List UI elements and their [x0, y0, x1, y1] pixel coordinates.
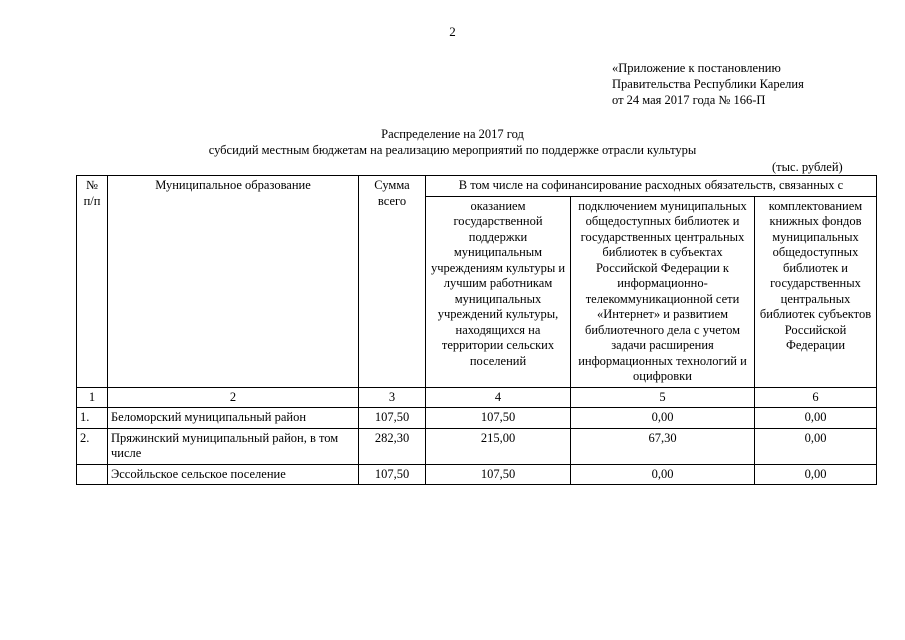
header-total: Сумма всего — [359, 176, 426, 388]
row-num — [77, 464, 108, 485]
header-col-5: подключением муниципальных общедоступных библиотек и государственных центральных библиотек в субъектах Российской Федерации к информационно-телекоммуникационной сети «Интернет» и развитием библиотечного дела с учетом задачи расширения информационных технологий и оцифровки — [571, 196, 755, 387]
row-col-5: 67,30 — [571, 428, 755, 464]
document-title — [0, 126, 905, 158]
row-total: 107,50 — [359, 408, 426, 429]
row-total: 107,50 — [359, 464, 426, 485]
row-num: 1. — [77, 408, 108, 429]
units-label: (тыс. рублей) — [772, 160, 843, 174]
page-number: 2 — [449, 24, 456, 39]
appendix-line-1: «Приложение к постановлению — [612, 61, 781, 75]
table-row — [77, 428, 877, 464]
table-row — [77, 408, 877, 429]
row-name: Эссойльское сельское поселение — [108, 464, 359, 485]
header-row — [77, 176, 877, 197]
row-name: Беломорский муниципальный район — [108, 408, 359, 429]
row-col-5: 0,00 — [571, 464, 755, 485]
header-num: № п/п — [77, 176, 108, 388]
row-col-4: 215,00 — [426, 428, 571, 464]
header-col-4: оказанием государственной поддержки муниципальным учреждениям культуры и лучшим работникам муниципальных учреждений культуры, находящихся на территории сельских поселений — [426, 196, 571, 387]
appendix-line-2: Правительства Республики Карелия — [612, 77, 804, 91]
row-col-5: 0,00 — [571, 408, 755, 429]
row-col-6: 0,00 — [755, 428, 877, 464]
column-number: 1 — [77, 387, 108, 408]
subsidy-table — [76, 175, 877, 485]
row-name: Пряжинский муниципальный район, в том числе — [108, 428, 359, 464]
row-col-4: 107,50 — [426, 464, 571, 485]
title-line-1: Распределение на 2017 год — [381, 127, 524, 141]
column-number: 2 — [108, 387, 359, 408]
appendix-line-3: от 24 мая 2017 года № 166-П — [612, 93, 766, 107]
row-col-6: 0,00 — [755, 464, 877, 485]
row-num: 2. — [77, 428, 108, 464]
row-total: 282,30 — [359, 428, 426, 464]
column-number: 5 — [571, 387, 755, 408]
appendix-reference — [612, 60, 804, 108]
column-number: 4 — [426, 387, 571, 408]
header-municipality: Муниципальное образование — [108, 176, 359, 388]
title-line-2: субсидий местным бюджетам на реализацию мероприятий по поддержке отрасли культуры — [208, 143, 697, 157]
header-col-6: комплектованием книжных фондов муниципальных общедоступных библиотек и государственных центральных библиотек субъектов Российской Федерации — [755, 196, 877, 387]
row-col-6: 0,00 — [755, 408, 877, 429]
header-group: В том числе на софинансирование расходных обязательств, связанных с — [426, 176, 877, 197]
row-col-4: 107,50 — [426, 408, 571, 429]
column-number: 3 — [359, 387, 426, 408]
table-row — [77, 464, 877, 485]
column-numbers-row — [77, 387, 877, 408]
column-number: 6 — [755, 387, 877, 408]
